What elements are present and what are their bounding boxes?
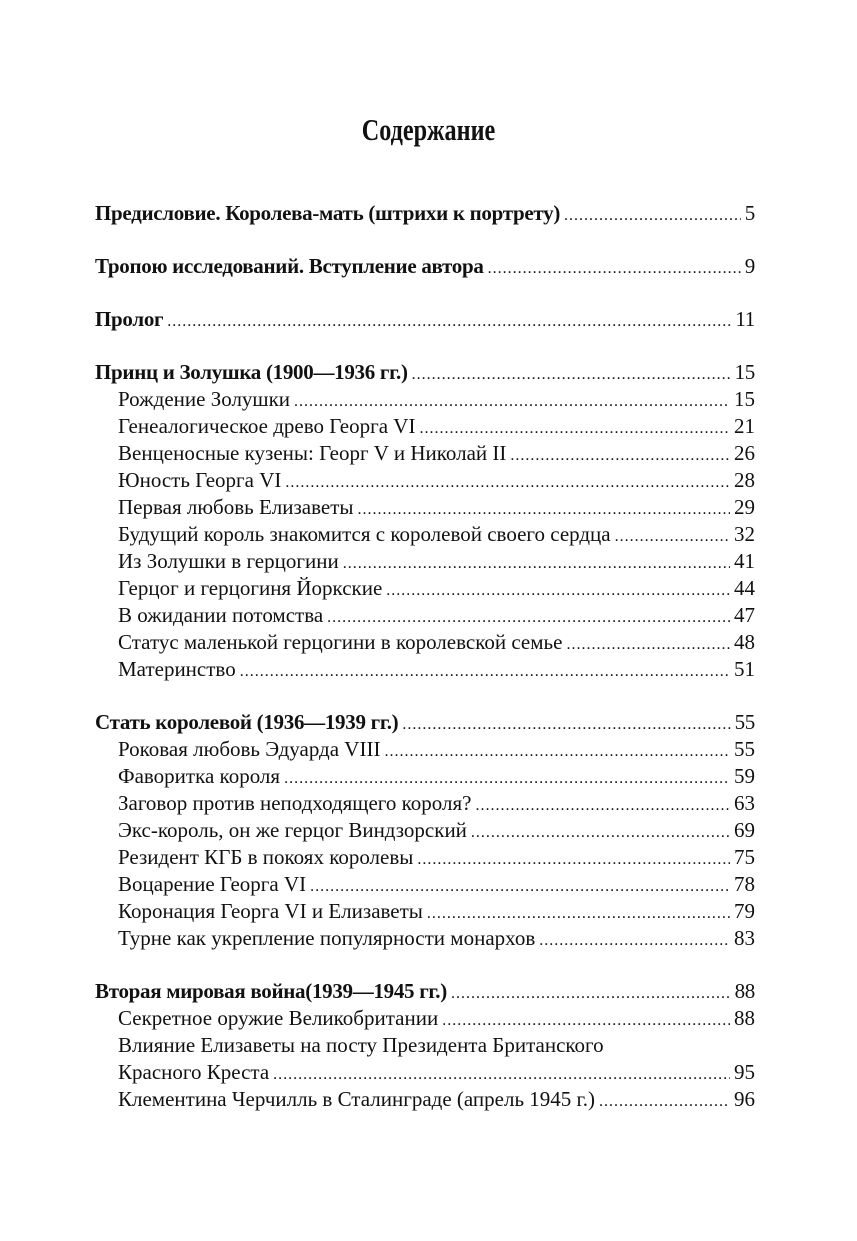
dot-leader — [294, 388, 730, 415]
toc-subentry[interactable] — [95, 629, 755, 656]
toc-section — [95, 200, 755, 227]
page-number: 9 — [744, 254, 755, 278]
dot-leader — [417, 846, 730, 873]
toc-entry-title: Коронация Георга VI и Елизаветы — [118, 899, 423, 923]
page-number: 83 — [734, 926, 755, 950]
toc-entry-title: Первая любовь Елизаветы — [118, 495, 354, 519]
toc-subentry[interactable] — [95, 925, 755, 952]
page-number: 21 — [734, 414, 755, 438]
toc-entry-title: Генеалогическое древо Георга VI — [118, 414, 416, 438]
toc-entry-title: Фаворитка короля — [118, 764, 281, 788]
toc-entry-title: Рождение Золушки — [118, 387, 291, 411]
page-number: 48 — [734, 630, 755, 654]
page-number: 88 — [734, 1006, 755, 1030]
toc-entry-title: Роковая любовь Эдуарда VIII — [118, 737, 381, 761]
dot-leader — [284, 765, 730, 792]
dot-leader — [488, 255, 741, 282]
table-of-contents — [95, 200, 755, 1139]
toc-chapter-entry[interactable] — [95, 978, 755, 1005]
toc-section — [95, 709, 755, 952]
toc-subentry[interactable] — [95, 521, 755, 548]
page-number: 88 — [734, 979, 755, 1003]
dot-leader — [384, 738, 730, 765]
page-number: 26 — [734, 441, 755, 465]
toc-subentry[interactable] — [95, 467, 755, 494]
page-number: 95 — [734, 1060, 755, 1084]
dot-leader — [167, 308, 731, 335]
page-number: 28 — [734, 468, 755, 492]
dot-leader — [564, 202, 741, 229]
toc-entry-title: Материнство — [118, 657, 236, 681]
toc-entry-title: Вторая мировая война(1939—1945 гг.) — [95, 979, 447, 1003]
toc-entry-title: Принц и Золушка (1900—1936 гг.) — [95, 360, 408, 384]
dot-leader — [285, 469, 730, 496]
toc-entry-title: Юность Георга VI — [118, 468, 282, 492]
page-number: 5 — [744, 201, 755, 225]
dot-leader — [386, 577, 730, 604]
toc-chapter-entry[interactable] — [95, 306, 755, 333]
toc-section — [95, 253, 755, 280]
page-number: 79 — [734, 899, 755, 923]
toc-entry-title: Предисловие. Королева-мать (штрихи к портрету) — [95, 201, 561, 225]
dot-leader — [442, 1007, 730, 1034]
toc-chapter-entry[interactable] — [95, 200, 755, 227]
toc-subentry[interactable] — [95, 602, 755, 629]
page-number: 29 — [734, 495, 755, 519]
toc-subentry[interactable] — [95, 898, 755, 925]
toc-entry-title: Экс-король, он же герцог Виндзорский — [118, 818, 467, 842]
page-number: 51 — [734, 657, 755, 681]
toc-entry-title: Будущий король знакомится с королевой своего сердца — [118, 522, 611, 546]
dot-leader — [419, 415, 730, 442]
toc-subentry[interactable] — [95, 1059, 755, 1086]
toc-entry-title: Статус маленькой герцогини в королевской семье — [118, 630, 563, 654]
page-number: 15 — [734, 387, 755, 411]
page-number: 69 — [734, 818, 755, 842]
page-number: 32 — [734, 522, 755, 546]
dot-leader — [471, 819, 730, 846]
toc-subentry[interactable] — [95, 575, 755, 602]
toc-subentry[interactable] — [95, 844, 755, 871]
page-number: 11 — [735, 307, 755, 331]
toc-subentry[interactable] — [95, 440, 755, 467]
toc-subentry[interactable] — [95, 656, 755, 683]
toc-entry-title: Тропою исследований. Вступление автора — [95, 254, 484, 278]
toc-section — [95, 306, 755, 333]
toc-subentry[interactable] — [95, 386, 755, 413]
toc-chapter-entry[interactable] — [95, 253, 755, 280]
toc-entry-title: Секретное оружие Великобритании — [118, 1006, 439, 1030]
toc-entry-title: Клементина Черчилль в Сталинграде (апрель 1945 г.) — [118, 1087, 596, 1111]
toc-subentry[interactable] — [95, 736, 755, 763]
toc-entry-title[interactable]: Влияние Елизаветы на посту Президента Британского — [118, 1033, 604, 1057]
page-number: 15 — [734, 360, 755, 384]
toc-section — [95, 978, 755, 1113]
page-number: 78 — [734, 872, 755, 896]
page-number: 44 — [734, 576, 755, 600]
toc-entry-title: Венценосные кузены: Георг V и Николай II — [118, 441, 507, 465]
toc-entry-title: Пролог — [95, 307, 164, 331]
toc-entry-title: Турне как укрепление популярности монархов — [118, 926, 536, 950]
dot-leader — [451, 980, 731, 1007]
dot-leader — [475, 792, 730, 819]
toc-subentry[interactable] — [95, 548, 755, 575]
toc-chapter-entry[interactable] — [95, 359, 755, 386]
dot-leader — [358, 496, 730, 523]
dot-leader — [412, 361, 731, 388]
page-number: 55 — [734, 710, 755, 734]
dot-leader — [566, 631, 730, 658]
toc-subentry[interactable] — [95, 790, 755, 817]
toc-entry-title: В ожидании потомства — [118, 603, 324, 627]
page-number: 96 — [734, 1087, 755, 1111]
toc-entry-title: Воцарение Георга VI — [118, 872, 307, 896]
page-number: 55 — [734, 737, 755, 761]
dot-leader — [599, 1088, 730, 1115]
page-number: 41 — [734, 549, 755, 573]
toc-subentry[interactable] — [95, 1005, 755, 1032]
toc-entry-title: Стать королевой (1936—1939 гг.) — [95, 710, 399, 734]
dot-leader — [539, 927, 730, 954]
dot-leader — [343, 550, 730, 577]
toc-subentry[interactable] — [95, 494, 755, 521]
page-number: 75 — [734, 845, 755, 869]
toc-section — [95, 359, 755, 683]
toc-subentry[interactable] — [95, 413, 755, 440]
toc-entry-title: Заговор против неподходящего короля? — [118, 791, 472, 815]
toc-entry-title: Герцог и герцогиня Йоркские — [118, 576, 383, 600]
toc-entry-title: Из Золушки в герцогини — [118, 549, 339, 573]
dot-leader — [615, 523, 730, 550]
toc-subentry[interactable] — [95, 763, 755, 790]
dot-leader — [310, 873, 730, 900]
toc-chapter-entry[interactable] — [95, 709, 755, 736]
page-number: 47 — [734, 603, 755, 627]
page-number: 59 — [734, 764, 755, 788]
toc-subentry[interactable] — [95, 817, 755, 844]
dot-leader — [273, 1061, 730, 1088]
toc-subentry[interactable] — [95, 871, 755, 898]
toc-entry-title: Резидент КГБ в покоях королевы — [118, 845, 414, 869]
dot-leader — [427, 900, 730, 927]
toc-subentry[interactable] — [95, 1086, 755, 1113]
dot-leader — [510, 442, 730, 469]
page-title: Содержание — [361, 112, 496, 147]
dot-leader — [240, 658, 730, 685]
dot-leader — [327, 604, 730, 631]
toc-entry-title: Красного Креста — [118, 1060, 270, 1084]
dot-leader — [402, 711, 730, 738]
page-number: 63 — [734, 791, 755, 815]
